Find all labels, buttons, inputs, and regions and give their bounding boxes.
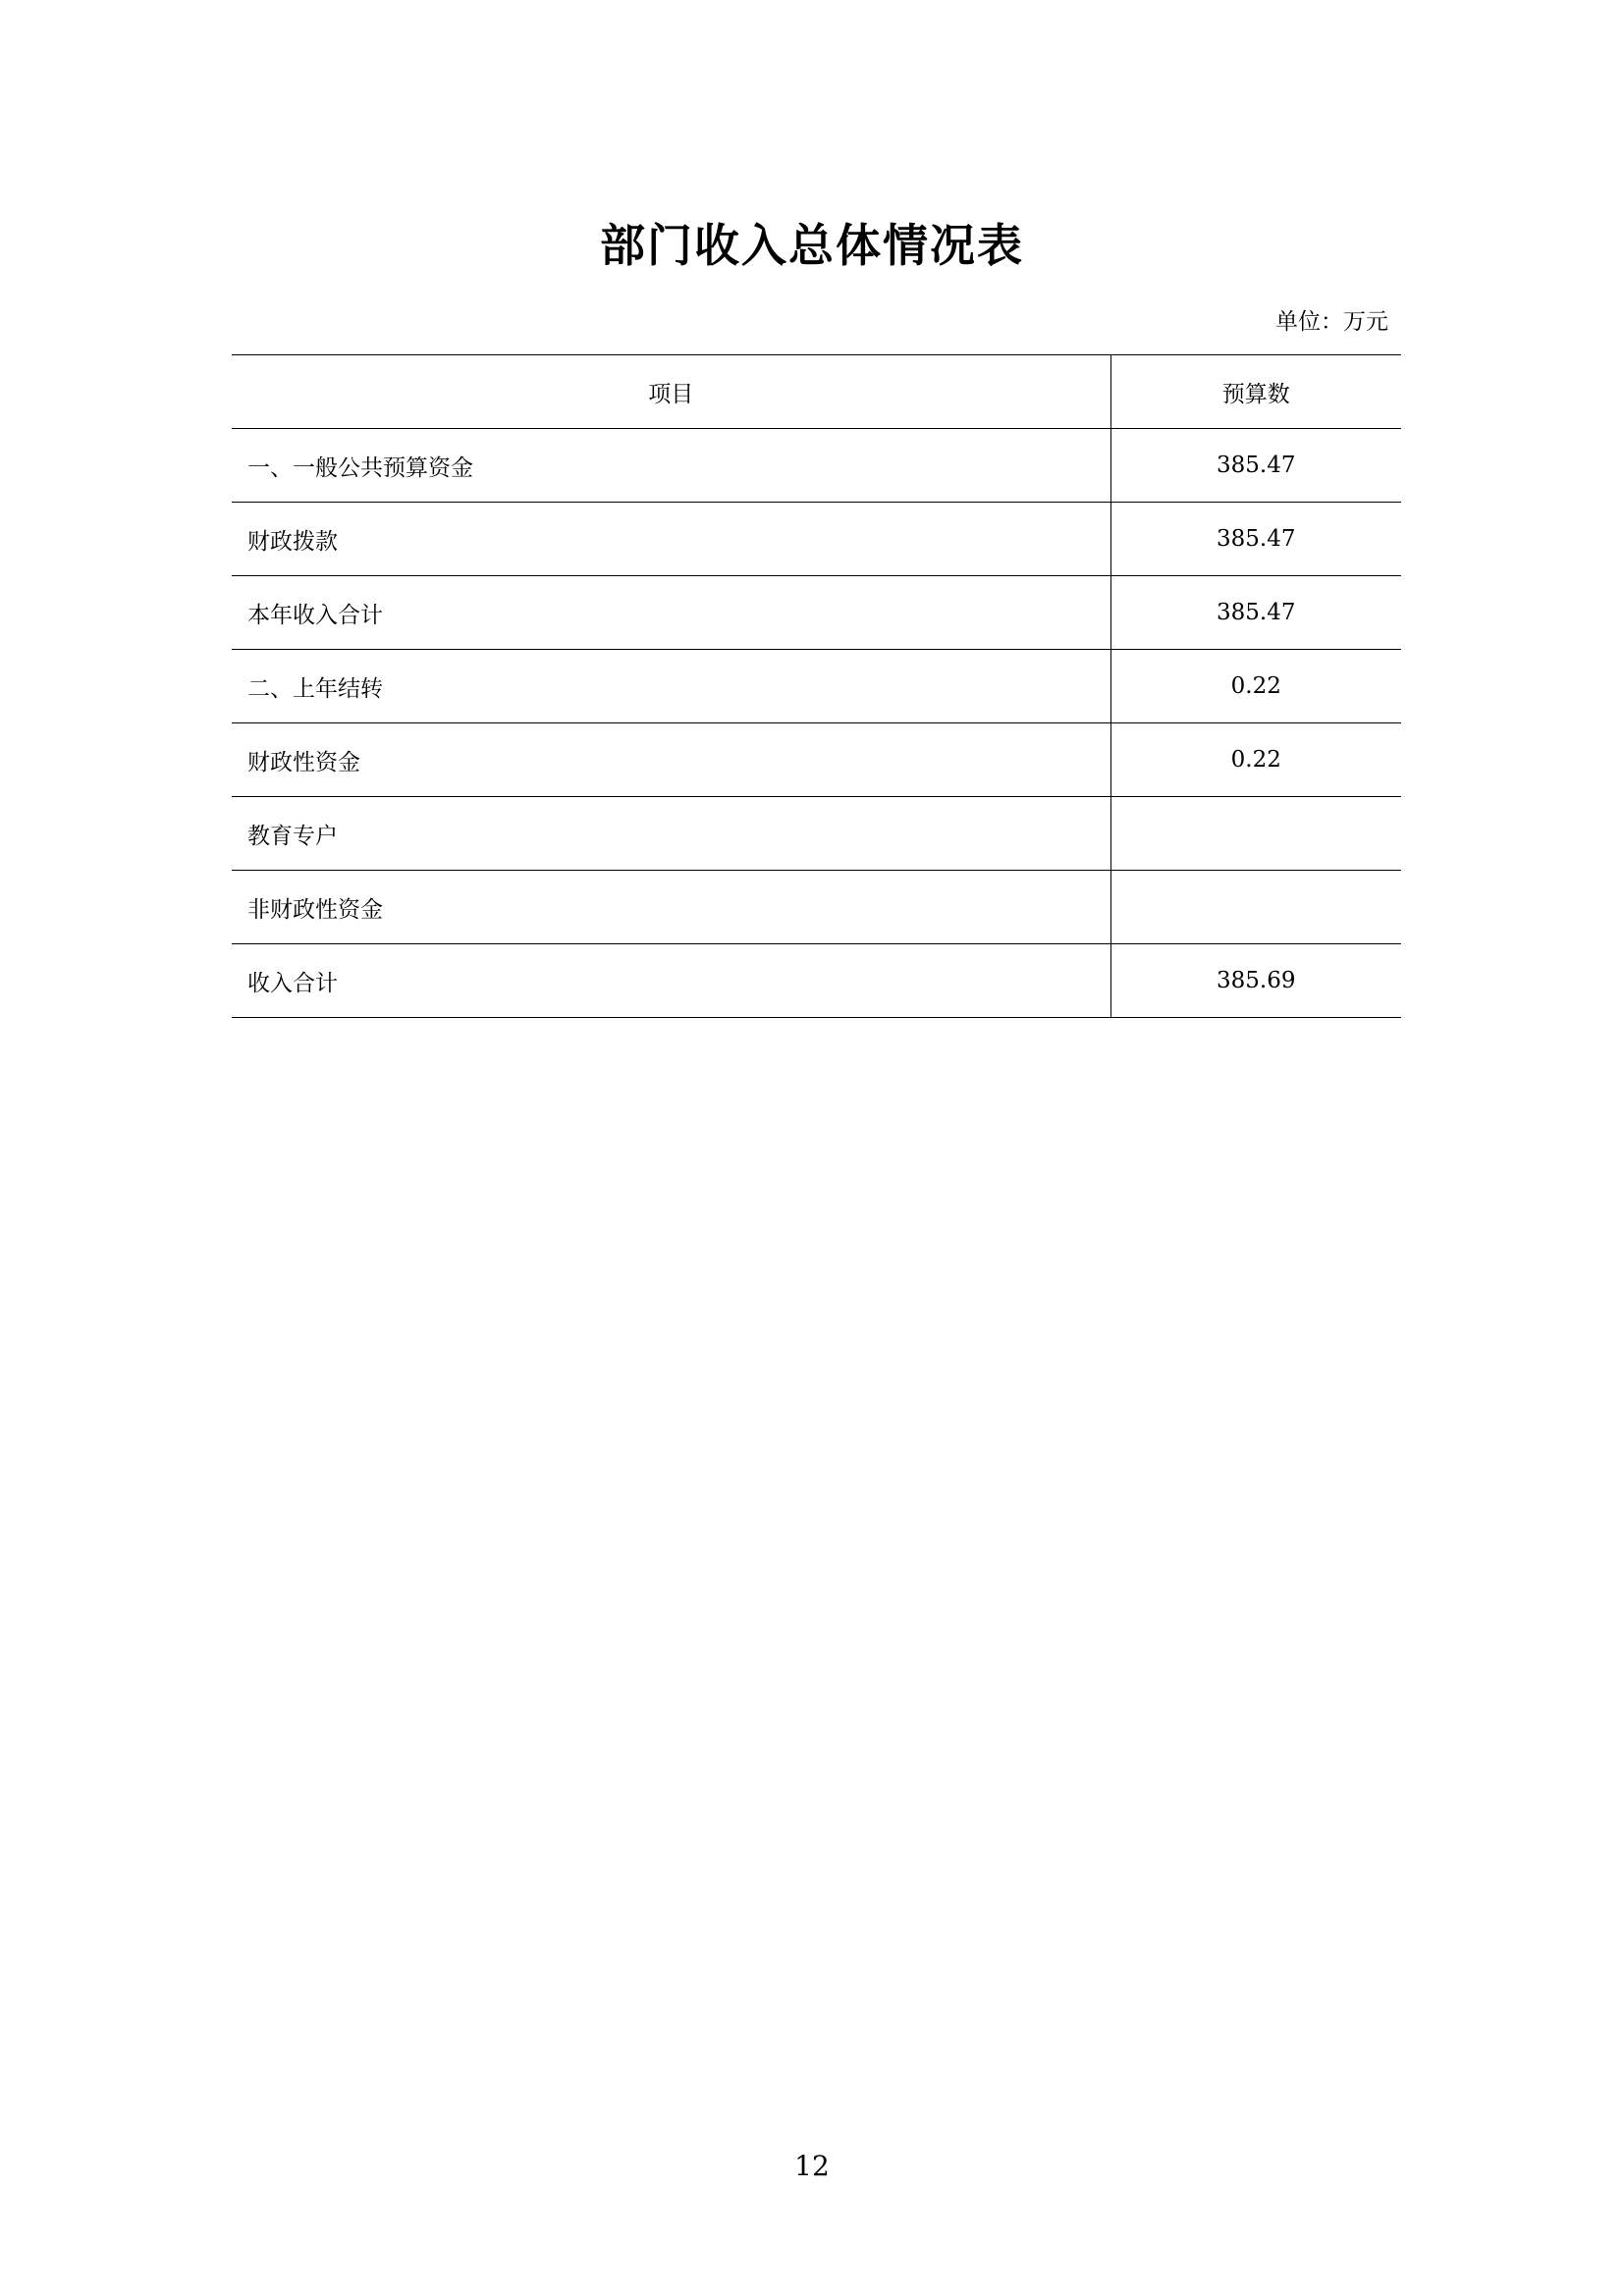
row-item-cell: 财政性资金 [232,723,1110,797]
table-row [232,576,1401,650]
row-amount-cell: 385.69 [1110,944,1401,1018]
table-row [232,871,1401,944]
table-header-row [232,355,1401,429]
row-item-cell: 非财政性资金 [232,871,1110,944]
row-amount-cell: 0.22 [1110,650,1401,723]
row-amount-cell: 385.47 [1110,576,1401,650]
table-row [232,723,1401,797]
column-header-item: 项目 [232,355,1110,429]
table-row [232,650,1401,723]
column-header-amount: 预算数 [1110,355,1401,429]
row-item-cell: 教育专户 [232,797,1110,871]
row-item-cell: 本年收入合计 [232,576,1110,650]
page-title: 部门收入总体情况表 [600,219,1024,272]
row-item-cell: 收入合计 [232,944,1110,1018]
row-amount-cell [1110,797,1401,871]
row-amount-cell [1110,871,1401,944]
table-row [232,944,1401,1018]
income-table [232,354,1401,1018]
row-item-cell: 二、上年结转 [232,650,1110,723]
unit-label: 单位：万元 [1275,309,1388,335]
table-row [232,797,1401,871]
row-amount-cell: 385.47 [1110,429,1401,503]
table-row [232,429,1401,503]
page-number: 12 [794,2150,830,2182]
table-row [232,503,1401,576]
row-item-cell: 一、一般公共预算资金 [232,429,1110,503]
row-amount-cell: 0.22 [1110,723,1401,797]
row-amount-cell: 385.47 [1110,503,1401,576]
row-item-cell: 财政拨款 [232,503,1110,576]
